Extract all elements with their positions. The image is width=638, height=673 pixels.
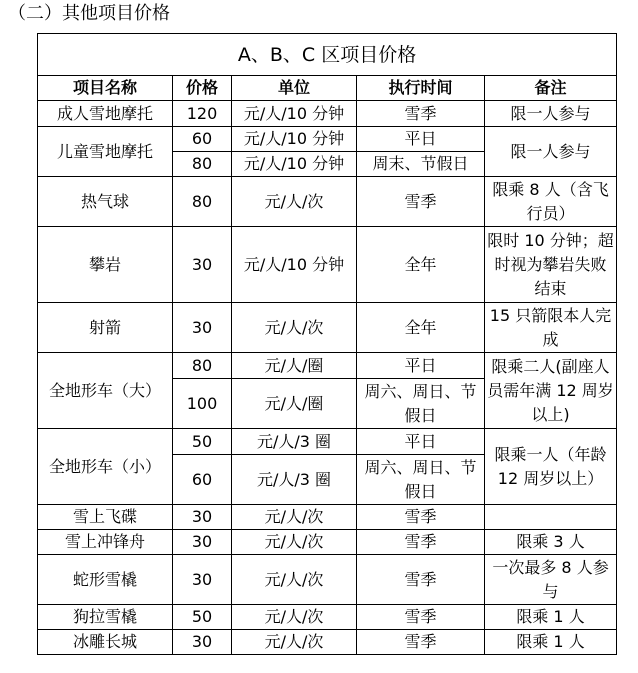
cell-price: 60: [173, 127, 232, 152]
cell-name: 成人雪地摩托: [38, 101, 173, 127]
cell-time: 雪季: [357, 605, 485, 630]
cell-note: 限乘 3 人: [485, 530, 617, 555]
cell-time: 雪季: [357, 101, 485, 127]
cell-time: 周六、周日、节假日: [357, 455, 485, 505]
cell-price: 30: [173, 227, 232, 303]
table-row: [38, 127, 617, 152]
cell-unit: 元/人/次: [232, 303, 357, 353]
cell-unit: 元/人/圈: [232, 379, 357, 429]
cell-time: 平日: [357, 127, 485, 152]
cell-time: 雪季: [357, 530, 485, 555]
cell-unit: 元/人/圈: [232, 353, 357, 379]
cell-unit: 元/人/次: [232, 555, 357, 605]
table-row: [38, 303, 617, 353]
cell-note: 限乘 8 人（含飞行员）: [485, 177, 617, 227]
cell-unit: 元/人/次: [232, 530, 357, 555]
cell-name: 狗拉雪橇: [38, 605, 173, 630]
cell-price: 100: [173, 379, 232, 429]
cell-note: [485, 505, 617, 530]
table-row: [38, 630, 617, 655]
cell-time: 雪季: [357, 630, 485, 655]
cell-note: 限乘一人（年龄 12 周岁以上）: [485, 429, 617, 505]
cell-note: 一次最多 8 人参与: [485, 555, 617, 605]
cell-note: 限乘 1 人: [485, 630, 617, 655]
cell-price: 30: [173, 555, 232, 605]
table-row: [38, 555, 617, 605]
cell-time: 全年: [357, 303, 485, 353]
header-note: 备注: [485, 76, 617, 101]
cell-note: 限时 10 分钟；超时视为攀岩失败结束: [485, 227, 617, 303]
cell-price: 80: [173, 353, 232, 379]
cell-name: 热气球: [38, 177, 173, 227]
cell-name: 全地形车（大）: [38, 353, 173, 429]
table-row: [38, 101, 617, 127]
cell-price: 30: [173, 630, 232, 655]
table-row: [38, 605, 617, 630]
cell-unit: 元/人/10 分钟: [232, 127, 357, 152]
cell-price: 120: [173, 101, 232, 127]
cell-name: 雪上飞碟: [38, 505, 173, 530]
header-price: 价格: [173, 76, 232, 101]
cell-price: 60: [173, 455, 232, 505]
cell-unit: 元/人/次: [232, 630, 357, 655]
cell-time: 全年: [357, 227, 485, 303]
cell-unit: 元/人/10 分钟: [232, 227, 357, 303]
cell-unit: 元/人/10 分钟: [232, 101, 357, 127]
cell-name: 蛇形雪橇: [38, 555, 173, 605]
table-row: [38, 530, 617, 555]
cell-price: 30: [173, 303, 232, 353]
cell-price: 80: [173, 152, 232, 177]
cell-unit: 元/人/次: [232, 605, 357, 630]
cell-name: 攀岩: [38, 227, 173, 303]
cell-unit: 元/人/3 圈: [232, 455, 357, 505]
cell-name: 冰雕长城: [38, 630, 173, 655]
cell-price: 30: [173, 530, 232, 555]
cell-price: 80: [173, 177, 232, 227]
table-row: [38, 177, 617, 227]
cell-unit: 元/人/次: [232, 177, 357, 227]
price-table: [37, 33, 617, 655]
cell-price: 50: [173, 605, 232, 630]
cell-name: 雪上冲锋舟: [38, 530, 173, 555]
cell-price: 50: [173, 429, 232, 455]
cell-note: 15 只箭限本人完成: [485, 303, 617, 353]
cell-time: 雪季: [357, 177, 485, 227]
cell-price: 30: [173, 505, 232, 530]
table-row: [38, 505, 617, 530]
cell-note: 限一人参与: [485, 101, 617, 127]
table-row: [38, 353, 617, 379]
section-heading: （二）其他项目价格: [8, 3, 170, 24]
cell-unit: 元/人/3 圈: [232, 429, 357, 455]
cell-unit: 元/人/10 分钟: [232, 152, 357, 177]
cell-note: 限乘 1 人: [485, 605, 617, 630]
header-name: 项目名称: [38, 76, 173, 101]
cell-time: 平日: [357, 353, 485, 379]
header-row: [38, 76, 617, 101]
header-unit: 单位: [232, 76, 357, 101]
cell-time: 周末、节假日: [357, 152, 485, 177]
cell-note: 限乘二人(副座人员需年满 12 周岁以上): [485, 353, 617, 429]
header-time: 执行时间: [357, 76, 485, 101]
table-row: [38, 429, 617, 455]
cell-unit: 元/人/次: [232, 505, 357, 530]
cell-name: 儿童雪地摩托: [38, 127, 173, 177]
cell-note: 限一人参与: [485, 127, 617, 177]
cell-time: 雪季: [357, 505, 485, 530]
cell-time: 平日: [357, 429, 485, 455]
cell-time: 周六、周日、节假日: [357, 379, 485, 429]
table-title: A、B、C 区项目价格: [38, 34, 617, 76]
cell-time: 雪季: [357, 555, 485, 605]
table-row: [38, 227, 617, 303]
cell-name: 全地形车（小）: [38, 429, 173, 505]
cell-name: 射箭: [38, 303, 173, 353]
